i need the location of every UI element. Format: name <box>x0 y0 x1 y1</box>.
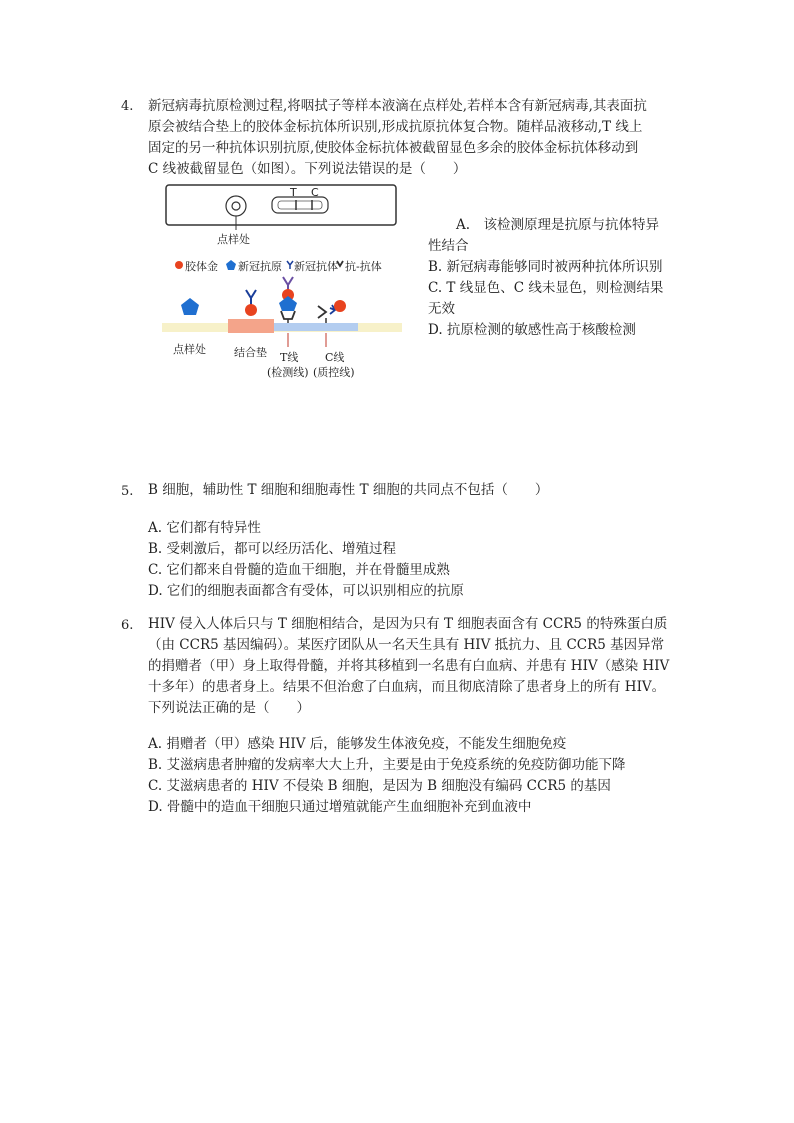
strip-c-line-label: C线 <box>325 351 345 364</box>
option-b: B. 新冠病毒能够同时被两种抗体所识别 <box>428 259 663 275</box>
question-stem-line: 新冠病毒抗原检测过程,将咽拭子等样本液滴在点样处,若样本含有新冠病毒,其表面抗 <box>148 98 647 114</box>
antigen-legend-icon <box>226 260 236 270</box>
gold-icon <box>245 304 257 316</box>
option-a: A. 捐赠者（甲）感染 HIV 后，能够发生体液免疫，不能发生细胞免疫 <box>148 736 567 752</box>
question-number: 6. <box>121 618 134 633</box>
question-stem: B 细胞，辅助性 T 细胞和细胞毒性 T 细胞的共同点不包括（ ） <box>148 482 549 498</box>
option-d: D. 它们的细胞表面都含有受体，可以识别相应的抗原 <box>148 583 464 599</box>
question-stem-line: 固定的另一种抗体识别抗原,使胶体金标抗体被截留显色多余的胶体金标抗体移动到 <box>148 140 639 156</box>
option-c: C. 它们都来自骨髓的造血干细胞，并在骨髓里成熟 <box>148 562 450 578</box>
question-stem-line: 下列说法正确的是（ ） <box>148 700 310 716</box>
question-stem-line: 的捐赠者（甲）身上取得骨髓，并将其移植到一名患有白血病、并患有 HIV（感染 HIV <box>148 658 670 674</box>
strip-t-line-sub-label: (检测线) <box>267 366 309 379</box>
question-stem-line: HIV 侵入人体后只与 T 细胞相结合，是因为只有 T 细胞表面含有 CCR5 的特殊蛋白质 <box>148 616 668 632</box>
strip-t-line-label: T线 <box>280 351 299 364</box>
legend-anti-antibody-label: 抗-抗体 <box>345 260 382 273</box>
option-b: B. 受刺激后，都可以经历活化、增殖过程 <box>148 541 397 557</box>
question-number: 4. <box>121 99 134 114</box>
question-number: 5. <box>121 484 134 499</box>
legend-antigen-label: 新冠抗原 <box>238 260 282 273</box>
membrane <box>274 323 358 331</box>
gold-icon <box>334 300 346 312</box>
legend-antibody-label: 新冠抗体 <box>294 260 338 273</box>
capture-antibody-icon <box>281 311 295 319</box>
antibody-legend-icon <box>287 261 293 269</box>
antigen-icon <box>279 296 297 311</box>
option-a-line2: 性结合 <box>428 238 469 254</box>
question-stem-line: （由 CCR5 基因编码）。某医疗团队从一名天生具有 HIV 抵抗力、且 CCR5 基因异常 <box>148 637 665 653</box>
strip-c-line-sub-label: (质控线) <box>313 366 355 379</box>
gold-legend-icon <box>175 261 183 269</box>
c-label: C <box>311 186 319 199</box>
question-stem-line: C 线被截留显色（如图）。下列说法错误的是（ ） <box>148 161 467 177</box>
question-stem-line: 十多年）的患者身上。结果不但治愈了白血病，而且彻底清除了患者身上的所有 HIV。 <box>148 679 666 695</box>
antigen-icon <box>181 298 199 315</box>
conjugate-pad <box>228 319 274 333</box>
option-d: D. 抗原检测的敏感性高于核酸检测 <box>428 322 636 338</box>
option-d: D. 骨髓中的造血干细胞只通过增殖就能产生血细胞补充到血液中 <box>148 799 532 815</box>
question-stem-line: 原会被结合垫上的胶体金标抗体所识别,形成抗原抗体复合物。随样品液移动,T 线上 <box>148 119 643 135</box>
option-b: B. 艾滋病患者肿瘤的发病率大大上升，主要是由于免疫系统的免疫防御功能下降 <box>148 757 626 773</box>
legend-gold-label: 胶体金 <box>185 260 218 273</box>
option-c-line2: 无效 <box>428 301 455 317</box>
strip-sample-label: 点样处 <box>173 343 206 356</box>
antibody-icon <box>246 290 256 306</box>
option-c-line1: C. T 线显色、C 线未显色，则检测结果 <box>428 280 664 296</box>
anti-antibody-icon <box>318 306 326 318</box>
option-a-line1: A. 该检测原理是抗原与抗体特异 <box>456 217 660 233</box>
option-c: C. 艾滋病患者的 HIV 不侵染 B 细胞，是因为 B 细胞没有编码 CCR5 的基因 <box>148 778 611 794</box>
strip-pad-label: 结合垫 <box>234 346 267 359</box>
t-label: T <box>290 186 297 199</box>
sample-point-label: 点样处 <box>217 233 250 246</box>
option-a: A. 它们都有特异性 <box>148 520 261 536</box>
